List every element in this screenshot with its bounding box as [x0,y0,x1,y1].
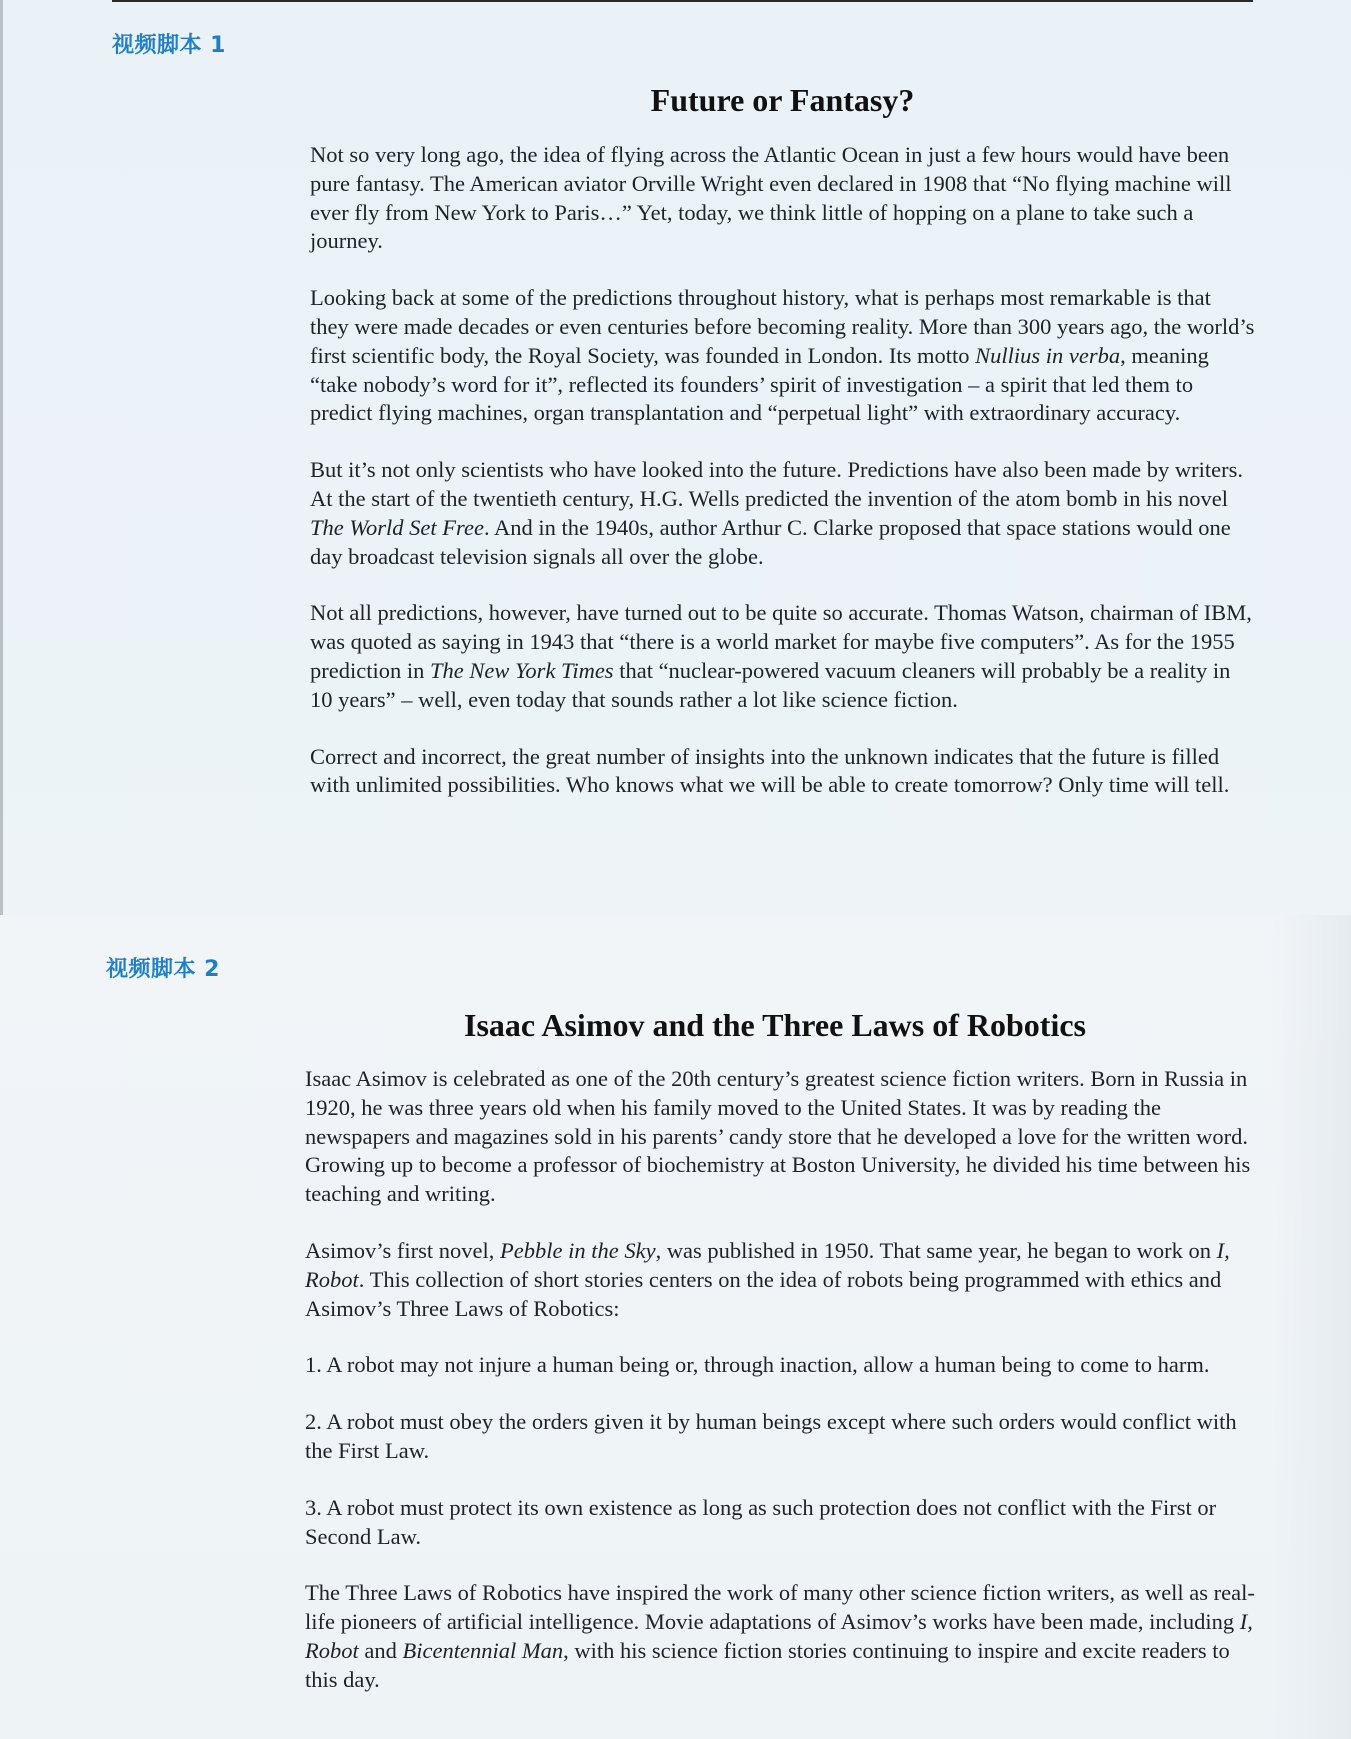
script-label: 视频脚本 1 [112,33,226,58]
paragraph-text: that “nuclear-powered vacuum cleaners will probably be a reality in 10 years” – well, even today that sounds rather a lot like science fiction. [310,657,1231,712]
italic-title: Bicentennial Man [402,1637,564,1663]
script-page-2 [0,915,1351,1739]
italic-title: Nullius in verba [975,342,1121,368]
paragraph-text: . And in the 1940s, author Arthur C. Clarke proposed that space stations would one day broadcast television signals all over the globe. [310,514,1231,569]
paragraph-text: Not all predictions, however, have turned out to be quite so accurate. Thomas Watson, chairman of IBM, was quoted as saying in 1943 that “there is a world market for maybe five computers”. As for the 1955 prediction in [310,600,1252,683]
italic-title: I, Robot [305,1609,1253,1663]
paragraph-text: Isaac Asimov is celebrated as one of the 20th century’s greatest science fiction writers. Born in Russia in 1920, he was three years old when his family moved to the United States. It was by reading the newspapers and magazines sold in his parents’ candy store that he developed a love for the written word. Growing up to become a professor of biochemistry at Boston University, he divided his time between his teaching and writing. [305,1066,1251,1207]
page-edge [0,0,3,915]
paragraph-text: Asimov’s first novel, [305,1237,500,1263]
page-title: Future or Fantasy? [650,82,915,118]
paragraph-text: , with his science fiction stories continuing to inspire and excite readers to this day. [305,1637,1230,1692]
paragraph [305,1494,1255,1552]
paragraph [305,1351,1255,1380]
script-label: 视频脚本 2 [106,957,220,982]
italic-title: The World Set Free [310,514,484,540]
paragraph-text: Correct and incorrect, the great number of insights into the unknown indicates that the future is filled with unlimited possibilities. Who knows what we will be able to create tomorrow? Only time will tell. [310,743,1230,798]
paragraph [305,1579,1255,1694]
paragraph-text: 2. A robot must obey the orders given it by human beings except where such orders would conflict with the First Law. [305,1409,1237,1463]
paragraph-text: , meaning “take nobody’s word for it”, reflected its founders’ spirit of investigation – a spirit that led them to predict flying machines, organ transplantation and “perpetual light” with extraordinary accuracy. [310,342,1209,426]
paragraph-text: Not so very long ago, the idea of flying across the Atlantic Ocean in just a few hours would have been pure fantasy. The American aviator Orville Wright even declared in 1908 that “No flying machine will ever fly from New York to Paris…” Yet, today, we think little of hopping on a plane to take such a journey. [310,142,1232,254]
paragraph-text: , was published in 1950. That same year, he began to work on [655,1237,1217,1263]
italic-title: Pebble in the Sky [500,1237,656,1263]
paragraph [305,1065,1255,1209]
paragraph [310,284,1255,428]
article-body [310,141,1255,828]
paragraph [310,456,1255,571]
paragraph-text: . This collection of short stories centers on the idea of robots being programmed with ethics and Asimov’s Three Laws of Robotics: [305,1266,1222,1321]
paragraph-text: 1. A robot may not injure a human being or, through inaction, allow a human being to come to harm. [305,1352,1210,1378]
italic-title: The New York Times [429,657,614,683]
paragraph-text: Looking back at some of the predictions throughout history, what is perhaps most remarkable is that they were made decades or even centuries before becoming reality. More than 300 years ago, the world’s first scientific body, the Royal Society, was founded in London. Its motto [310,285,1255,368]
paragraph [310,141,1255,256]
paragraph [310,743,1255,801]
paragraph [305,1237,1255,1323]
paragraph-text: and [358,1637,403,1663]
page-title: Isaac Asimov and the Three Laws of Robotics [464,1007,1086,1043]
paragraph-text: But it’s not only scientists who have looked into the future. Predictions have also been made by writers. At the start of the twentieth century, H.G. Wells predicted the invention of the atom bomb in his novel [310,457,1243,511]
paragraph-text: 3. A robot must protect its own existence as long as such protection does not conflict with the First or Second Law. [305,1494,1217,1549]
article-body [305,1065,1255,1723]
paragraph [305,1408,1255,1466]
top-rule [112,0,1253,2]
page-shade [1271,915,1351,1739]
italic-title: I, Robot [305,1237,1230,1292]
paragraph [310,599,1255,714]
paragraph-text: The Three Laws of Robotics have inspired the work of many other science fiction writers, as well as real-life pioneers of artificial intelligence. Movie adaptations of Asimov’s works have been made, including [305,1580,1255,1635]
